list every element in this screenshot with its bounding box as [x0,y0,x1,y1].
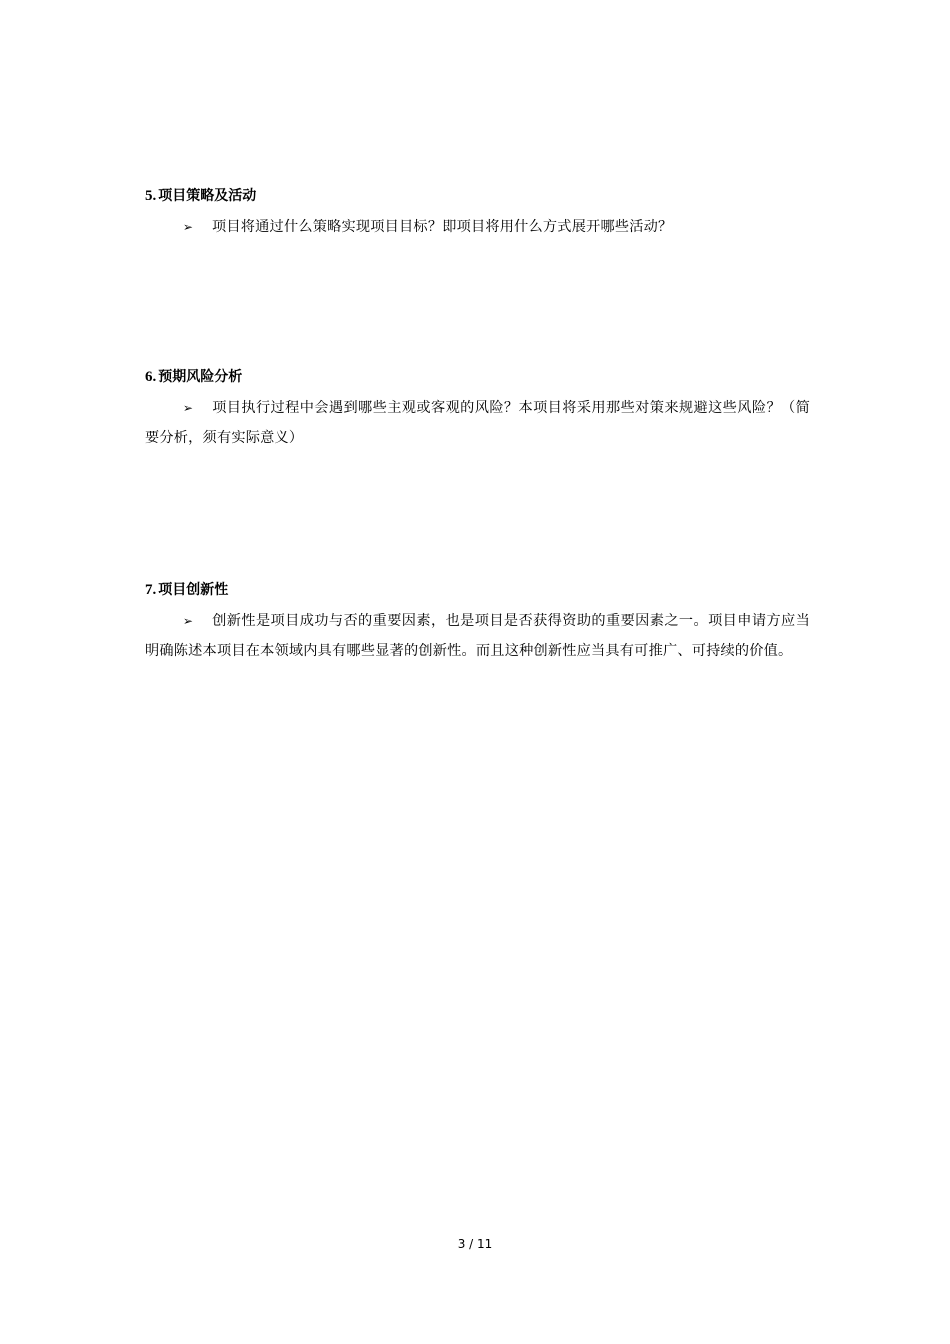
section-heading [145,367,810,387]
page-current: 3 [457,1237,466,1251]
page-separator: / [465,1237,478,1251]
section-number: 6 [145,369,153,385]
section-title: 预期风险分析 [158,369,243,385]
section-paragraph [145,213,810,243]
section-risk-analysis [145,367,810,453]
arrow-bullet-icon: ➢ [182,401,194,415]
section-separator: . [152,582,157,598]
arrow-bullet-icon: ➢ [182,220,194,234]
section-title: 项目策略及活动 [158,188,257,204]
section-number: 7 [145,582,153,598]
section-separator: . [152,369,157,385]
section-title: 项目创新性 [158,582,229,598]
paragraph-text: 项目执行过程中会遇到哪些主观或客观的风险？本项目将采用那些对策来规避这些风险？（简要分析，须有实际意义） [145,400,810,446]
paragraph-text: 项目将通过什么策略实现项目目标？即项目将用什么方式展开哪些活动？ [212,219,673,235]
section-paragraph [145,394,810,453]
page-total: 11 [477,1237,493,1251]
arrow-bullet-icon: ➢ [182,614,194,628]
section-heading [145,186,810,206]
section-paragraph [145,607,810,666]
section-innovation [145,580,810,666]
page-number [0,1235,950,1253]
paragraph-text: 创新性是项目成功与否的重要因素，也是项目是否获得资助的重要因素之一。项目申请方应当明确陈述本项目在本领域内具有哪些显著的创新性。而且这种创新性应当具有可推广、可持续的价值。 [145,613,810,659]
section-heading [145,580,810,600]
section-strategy [145,186,810,243]
section-separator: . [152,188,157,204]
section-number: 5 [145,188,153,204]
